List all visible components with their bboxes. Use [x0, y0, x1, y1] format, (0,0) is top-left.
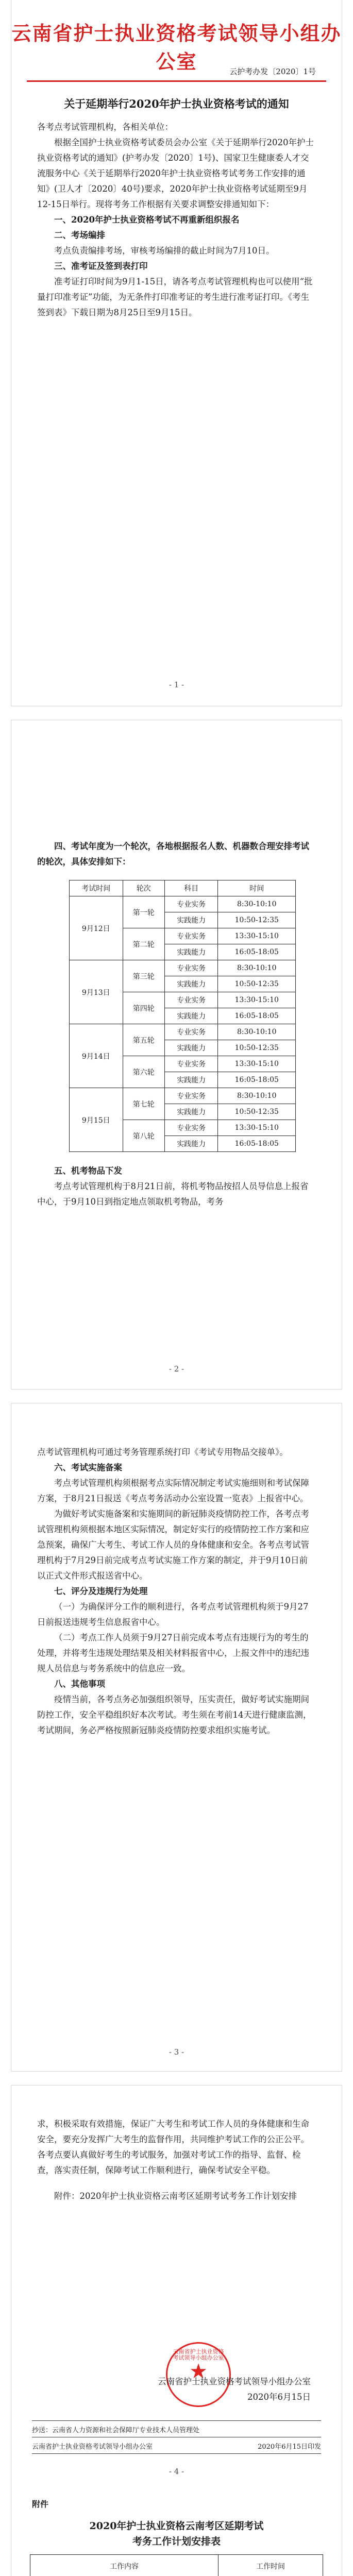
exam-date: 9月15日: [70, 1088, 123, 1152]
signature-block: [140, 2374, 311, 2405]
section-5-heading: 五、机考物品下发: [54, 1166, 122, 1176]
notice-title: 关于延期举行2020年护士执业资格考试的通知: [64, 97, 289, 110]
exam-round: 第三轮: [123, 960, 164, 992]
exam-round: 第七轮: [123, 1088, 164, 1120]
continued-text: 求，积极采取有效措施，保证广大考生和考试工作人员的身体健康和生命安全，要充分发挥广大考生的监督作用，共同维护考试工作的公正公平。各考点要认真做好考生的考试服务，加强对考试工作的指导、监督、检查，落实责任制，保障考试工作顺利进行，确保考试安全平稳。: [37, 2119, 309, 2175]
cc-line: 抄送：云南省人力资源和社会保障厅专业技术人员管理处: [32, 2427, 200, 2434]
subject: 专业实务: [164, 992, 218, 1008]
document-number: 云护考办发〔2020〕1号: [229, 67, 316, 76]
time-slot: 8:30-10:10: [218, 1088, 296, 1104]
attachment-label: 附件：: [54, 2191, 80, 2201]
plan-title-line-1: 2020年护士执业资格云南考区延期考试: [89, 2520, 264, 2532]
signature-date: 2020年6月15日: [247, 2392, 311, 2402]
time-slot: 16:05-18:05: [218, 1136, 296, 1152]
page4-body: [37, 2116, 316, 2204]
table-row: [70, 960, 296, 976]
subject: 实践能力: [164, 1136, 218, 1152]
table-row: [70, 896, 296, 912]
red-divider-line: [27, 80, 326, 82]
subject: 专业实务: [164, 1024, 218, 1040]
star-icon: ★: [189, 2360, 208, 2383]
section-8-text: 疫情当前，各考点务必加强组织领导，压实责任，做好考试实施期间防控工作，安全平稳组织好本次考试。考生须在考前14天进行健康监测，考试期间，务必严格按照新冠肺炎疫情防控要求组织实施考试。: [37, 1694, 312, 1735]
exam-schedule-table: [69, 880, 296, 1152]
exam-round: 第八轮: [123, 1120, 164, 1152]
plan-title-line-2: 考务工作计划安排表: [132, 2536, 221, 2547]
exam-date: 9月13日: [70, 960, 123, 1024]
time-slot: 10:50-12:35: [218, 1040, 296, 1056]
document-page-4: [11, 2086, 342, 2576]
exam-date: 9月12日: [70, 896, 123, 960]
page-number: - 1 -: [169, 680, 184, 689]
section-7-text-2: （二）考点工作人员须于9月27日前完成本考点有违规行为的考生的处理，并将考生违规处理结果及相关材料报省中心，上报文件中的违纪违规人员信息与考务系统中的信息应一致。: [37, 1633, 309, 1673]
table-header-row: [30, 2555, 323, 2576]
exam-round: 第五轮: [123, 1024, 164, 1056]
section-1-heading: 一、2020年护士执业资格考试不再重新组织报名: [54, 215, 240, 225]
document-page-2: [11, 720, 342, 1389]
section-5-text: 考点考试管理机构于8月21日前，将机考物品按招人员导信息上报省中心，于9月10日到指定地点领取机考物品，考务: [37, 1181, 309, 1207]
header-cell: 工作内容: [30, 2555, 218, 2576]
header-cell: 工作时间: [218, 2555, 323, 2576]
section-7-heading: 七、评分及违规行为处理: [54, 1586, 148, 1596]
subject: 实践能力: [164, 912, 218, 928]
time-slot: 8:30-10:10: [218, 960, 296, 976]
section-6-heading: 六、考试实施备案: [54, 1463, 122, 1472]
intro-paragraph: 根据全国护士执业资格考试委员会办公室《关于延期举行2020年护士执业资格考试的通知》(护考办发〔2020〕1号)、国家卫生健康委人才交流服务中心《关于延期举行2020年护士执业资格考试考务工作安排的通知》(卫人才〔2020〕40号)要求，2020年护士执业资格考试延期至9月12-15日举行。现将考务工作根据有关要求调整安排通知如下：: [37, 138, 314, 209]
time-slot: 16:05-18:05: [218, 944, 296, 960]
subject: 实践能力: [164, 976, 218, 992]
section-6-text: 考点考试管理机构须根据考点实际情况制定考试实施细则和考试保障方案，于8月21日报送《考点考务活动办公室设置一览表》上报省中心。: [37, 1478, 309, 1503]
section-2-heading: 二、考场编排: [54, 230, 105, 240]
time-slot: 13:30-15:10: [218, 992, 296, 1008]
subject: 专业实务: [164, 928, 218, 944]
divider: [32, 2453, 321, 2454]
page-number: - 3 -: [169, 2047, 184, 2057]
table-row: [70, 1024, 296, 1040]
exam-round: 第一轮: [123, 896, 164, 928]
section-3-heading: 三、准考证及签到表打印: [54, 261, 148, 271]
section-3-text: 准考证打印时间为9月1-15日，请各考点考试管理机构也可以使用“批量打印准考证”功能，为无条件打印准考证的考生进行准考证打印。《考生签到表》下载日期为8月25日至9月15日。: [37, 277, 313, 317]
subject: 实践能力: [164, 1104, 218, 1120]
subject: 实践能力: [164, 1040, 218, 1056]
time-slot: 10:50-12:35: [218, 912, 296, 928]
subject: 专业实务: [164, 1088, 218, 1104]
footer-issuer: 云南省护士执业资格考试领导小组办公室: [32, 2443, 153, 2451]
section-6-text-2: 为做好考试实施备案和实施期间的新冠肺炎疫情防控工作，各考点考试管理机构须根据本地区实际情况，制定好实行的疫情防控工作方案和应急预案，确保广大考生、考试工作人员的身体健康和安全。各考点考试管理机构于7月29日前完成考点考试实施工作方案的制定，并于9月10日前以正式文件形式报送省中心。: [37, 1509, 309, 1581]
work-plan-table: [30, 2554, 323, 2576]
header-cell: 轮次: [123, 880, 164, 896]
page-number: - 2 -: [169, 1364, 184, 1374]
section-4-heading: 四、考试年度为一个轮次，各地根据报名人数、机器数合理安排考试的轮次，具体安排如下：: [37, 841, 309, 867]
subject: 实践能力: [164, 944, 218, 960]
salutation: 各考点考试管理机构，各相关单位：: [37, 122, 173, 132]
table-row: [70, 1088, 296, 1104]
time-slot: 16:05-18:05: [218, 1008, 296, 1024]
subject: 实践能力: [164, 1008, 218, 1024]
attachment-line: [37, 2189, 316, 2204]
time-slot: 13:30-15:10: [218, 928, 296, 944]
time-slot: 8:30-10:10: [218, 1024, 296, 1040]
exam-round: 第六轮: [123, 1056, 164, 1088]
subject: 实践能力: [164, 1072, 218, 1088]
subject: 专业实务: [164, 896, 218, 912]
divider: [32, 2420, 321, 2421]
section-7-text-1: （一）为确保评分工作的顺利进行，各考点考试管理机构须于9月27日前报送违规考生信息报省中心。: [37, 1602, 309, 1627]
time-slot: 16:05-18:05: [218, 1072, 296, 1088]
exam-date: 9月14日: [70, 1024, 123, 1088]
page2-section-5: [37, 1163, 316, 1210]
attachment-heading: 附件: [32, 2499, 49, 2509]
section-8-heading: 八、其他事项: [54, 1679, 105, 1689]
footer-issue-date: 2020年6月15日印发: [258, 2443, 321, 2451]
exam-round: 第二轮: [123, 928, 164, 960]
header-cell: 时间: [218, 880, 296, 896]
time-slot: 8:30-10:10: [218, 896, 296, 912]
header-cell: 科目: [164, 880, 218, 896]
page1-body: [37, 120, 316, 320]
time-slot: 10:50-12:35: [218, 1104, 296, 1120]
subject: 专业实务: [164, 1120, 218, 1136]
continued-text: 点考试管理机构可通过考务管理系统打印《考试专用物品交接单》。: [37, 1447, 288, 1457]
time-slot: 13:30-15:10: [218, 1120, 296, 1136]
time-slot: 13:30-15:10: [218, 1056, 296, 1072]
subject: 专业实务: [164, 1056, 218, 1072]
exam-round: 第四轮: [123, 992, 164, 1024]
document-page-3: [11, 1403, 342, 2071]
red-header-title: 云南省护士执业资格考试领导小组办公室: [11, 22, 342, 73]
section-2-text: 考点负责编排考场，审核考场编排的截止时间为7月10日。: [54, 246, 275, 256]
page-number: - 4 -: [169, 2467, 184, 2476]
table-header-row: [70, 880, 296, 896]
document-page-1: [11, 0, 342, 706]
time-slot: 10:50-12:35: [218, 976, 296, 992]
attachment-link[interactable]: 2020年护士执业资格云南考区延期考试考务工作计划安排: [79, 2191, 297, 2201]
subject: 专业实务: [164, 960, 218, 976]
page2-section-4: [37, 839, 316, 870]
header-cell: 考试时间: [70, 880, 123, 896]
signature-org: 云南省护士执业资格考试领导小组办公室: [158, 2377, 311, 2386]
seal-text: 云南省护士执业资格考试领导小组办公室: [173, 2348, 224, 2361]
page3-body: [37, 1445, 316, 1738]
